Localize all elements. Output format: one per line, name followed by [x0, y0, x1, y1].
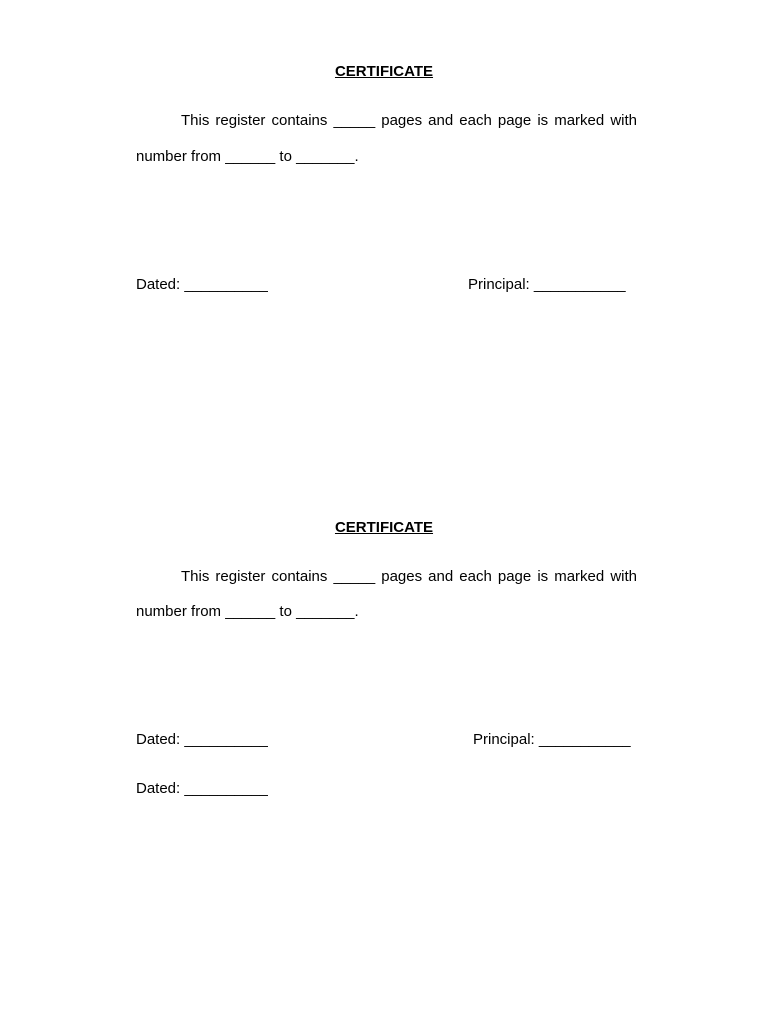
dated-field: Dated: __________ — [136, 731, 268, 748]
principal-field: Principal: ___________ — [468, 276, 626, 293]
register-statement-line: This register contains _____ pages and each page is marked with — [181, 568, 637, 585]
dated-field-extra: Dated: __________ — [136, 780, 268, 797]
dated-field: Dated: __________ — [136, 276, 268, 293]
page-number-range-line: number from ______ to _______. — [136, 603, 359, 620]
register-statement-line: This register contains _____ pages and each page is marked with — [181, 112, 637, 129]
certificate-title: CERTIFICATE — [334, 519, 434, 536]
page-number-range-line: number from ______ to _______. — [136, 148, 359, 165]
principal-field: Principal: ___________ — [473, 731, 631, 748]
certificate-title: CERTIFICATE — [334, 63, 434, 80]
